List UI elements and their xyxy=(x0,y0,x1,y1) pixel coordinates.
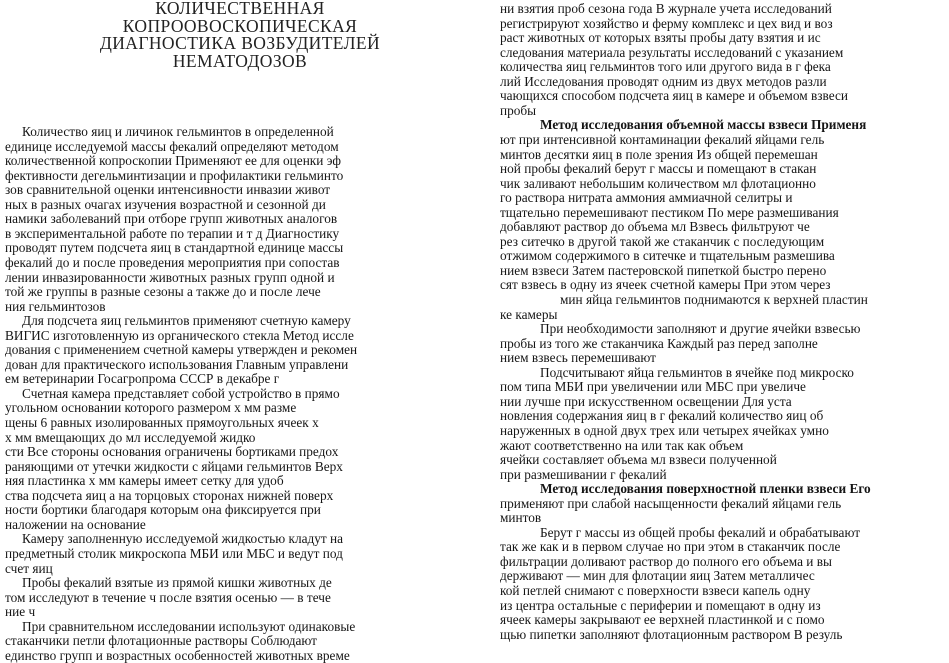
title-line: ДИАГНОСТИКА ВОЗБУДИТЕЛЕЙ xyxy=(99,33,381,53)
text-line: Метод исследования поверхностной пленки взвеси Его xyxy=(540,481,871,497)
text-line: том исследуют в течение ч после взятия осенью — в тече xyxy=(5,589,331,605)
text-line: в экспериментальной работе по терапии и т д Диагностику xyxy=(5,225,340,241)
text-line: стаканчики петли флотационные растворы Соблюдают xyxy=(5,633,317,649)
text-line: минтов десятки яиц в поле зрения Из общей перемешан xyxy=(500,146,818,162)
text-line: нием взвеси Затем пастеровской пипеткой быстро перено xyxy=(500,262,827,278)
text-line: ячейки составляет объема мл взвеси полученной xyxy=(500,452,777,468)
text-line: наложении на основание xyxy=(5,516,146,532)
text-line: щены 6 равных изолированных прямоугольных ячеек х xyxy=(5,415,319,430)
text-line: Метод исследования объемной массы взвеси Применя xyxy=(540,117,867,133)
text-line: ной пробы фекалий берут г массы и помещают в стакан xyxy=(500,161,817,177)
text-line: При необходимости заполняют и другие ячейки взвесью xyxy=(540,321,861,337)
text-line: ем ветеринарии Госагропрома СССР в декабре г xyxy=(5,371,280,387)
text-line: держивают — мин для флотации яиц Затем металличес xyxy=(500,568,815,584)
text-line: из центра остальные с периферии и помещают в одну из xyxy=(500,597,821,613)
text-line: лий Исследования проводят одним из двух методов разли xyxy=(500,73,827,89)
text-line: пробы из того же стаканчика Каждый раз перед заполне xyxy=(500,335,818,351)
text-line: фильтрации доливают раствор до полного его объема и вы xyxy=(500,553,832,569)
text-line: добавляют раствор до объема мл Взвесь фильтруют че xyxy=(500,219,810,235)
text-line: так же как и в первом случае но при этом в стаканчик после xyxy=(500,539,841,555)
text-line: лении инвазированности животных разных групп одной и xyxy=(5,269,335,285)
text-line: жают соответственно на или так как объем xyxy=(500,437,744,453)
text-line: го раствора нитрата аммония аммиачной селитры и xyxy=(500,190,793,206)
text-line: фективности дегельминтизации и профилактики гельминто xyxy=(5,167,344,183)
text-line: Счетная камера представляет собой устройство в прямо xyxy=(22,385,340,401)
text-line: кой петлей снимают с поверхности взвеси капель одну xyxy=(500,583,811,598)
text-line: х мм вмещающих до мл исследуемой жидко xyxy=(5,429,256,445)
title-line: КОЛИЧЕСТВЕННАЯ xyxy=(155,0,325,18)
text-line: сти Все стороны основания ограничены бортиками предох xyxy=(5,444,339,460)
title-line: НЕМАТОДОЗОВ xyxy=(172,50,308,71)
text-line: регистрируют хозяйство и ферму комплекс и цех вид и воз xyxy=(500,15,833,31)
text-line: щью пипетки заполняют флотационным раствором В резуль xyxy=(500,626,843,642)
text-line: ячеек камеры закрывают ее верхней пластинкой и с помо xyxy=(500,612,825,628)
text-line: ных в разных очагах изучения возрастной и сезонной ди xyxy=(5,196,326,212)
text-line: единице исследуемой массы фекалий определяют методом xyxy=(5,138,339,154)
text-line: при размешивании г фекалий xyxy=(500,466,667,482)
text-line: новления содержания яиц в г фекалий количество яиц об xyxy=(500,408,824,424)
text-line: При сравнительном исследовании используют одинаковые xyxy=(22,618,356,634)
text-line: ния гельминтозов xyxy=(5,298,106,314)
text-line: количества яиц гельминтов того или другого вида в г фека xyxy=(500,59,831,75)
text-line: ние ч xyxy=(5,604,36,620)
text-line: дован для практического использования Главным управлени xyxy=(5,356,349,372)
text-line: няя пластинка х мм камеры имеет сетку для удоб xyxy=(5,473,284,489)
text-line: счет яиц xyxy=(5,560,53,576)
text-line: пом типа МБИ при увеличении или МБС при увеличе xyxy=(500,379,806,395)
text-line: намики заболеваний при отборе групп животных аналогов xyxy=(5,211,338,227)
text-line: ности бортики благодаря которым она фиксируется при xyxy=(5,502,321,518)
text-line: ке камеры xyxy=(500,306,558,322)
text-line: угольном основании которого размером х мм разме xyxy=(5,400,297,416)
text-line: рез ситечко в другой такой же стаканчик с последующим xyxy=(500,233,825,249)
text-line: предметный столик микроскопа МБИ или МБС и ведут под xyxy=(5,545,343,561)
text-line: чающихся способом подсчета яиц в камере и объемом взвеси xyxy=(500,88,848,104)
text-line: ства подсчета яиц а на торцовых сторонах нижней поверх xyxy=(5,487,334,503)
text-line: дования с применением счетной камеры утвержден и рекомен xyxy=(5,342,358,358)
text-line: применяют при слабой насыщенности фекалий яйцами гель xyxy=(500,495,842,511)
text-line: нием взвесь перемешивают xyxy=(500,350,656,366)
text-line: отжимом содержимого в ситечке и тщательным размешива xyxy=(500,248,835,264)
text-line: Количество яиц и личинок гельминтов в определенной xyxy=(22,124,334,139)
text-line: количественной копроскопии Применяют ее для оценки эф xyxy=(5,153,341,169)
text-line: тщательно перемешивают пестиком По мере размешивания xyxy=(500,204,839,220)
text-line: той же группы в разные сезоны а также до и после лече xyxy=(5,284,321,300)
text-line: раняющими от утечки жидкости с яйцами гельминтов Верх xyxy=(5,458,343,474)
text-line: единство групп и возрастных особенностей животных време xyxy=(5,647,350,663)
text-line: пробы xyxy=(500,102,537,118)
text-line: ни взятия проб сезона года В журнале учета исследований xyxy=(500,1,832,16)
text-line: Для подсчета яиц гельминтов применяют счетную камеру xyxy=(22,313,351,329)
title-line: КОПРООВОСКОПИЧЕСКАЯ xyxy=(122,15,358,36)
text-line: нии лучше при искусственном освещении Для уста xyxy=(500,393,792,409)
text-line: мин яйца гельминтов поднимаются к верхней пластин xyxy=(560,292,868,307)
text-line: раст животных от которых взяты пробы дату взятия и ис xyxy=(500,30,821,46)
text-line: зов сравнительной оценки интенсивности инвазии живот xyxy=(5,182,331,198)
text-line: сят взвесь в одну из ячеек счетной камеры При этом через xyxy=(500,277,831,293)
text-line: Пробы фекалий взятые из прямой кишки животных де xyxy=(22,575,332,591)
text-line: наруженных в одной двух трех или четырех ячейках умно xyxy=(500,422,829,438)
text-line: ВИГИС изготовленную из органического стекла Метод иссле xyxy=(5,327,354,343)
text-line: минтов xyxy=(500,510,542,526)
page-title xyxy=(30,0,450,70)
text-line: фекалий до и после проведения мероприятия при сопостав xyxy=(5,254,340,270)
text-line: Берут г массы из общей пробы фекалий и обрабатывают xyxy=(540,524,861,540)
text-line: ют при интенсивной контаминации фекалий яйцами гель xyxy=(500,131,825,147)
text-line: чик заливают небольшим количеством мл флотационно xyxy=(500,175,816,191)
text-line: Подсчитывают яйца гельминтов в ячейке под микроско xyxy=(540,364,854,380)
text-line: Камеру заполненную исследуемой жидкостью кладут на xyxy=(22,531,344,547)
text-line: следования материала результаты исследований с указанием xyxy=(500,44,844,60)
text-line: проводят путем подсчета яиц в стандартной единице массы xyxy=(5,240,344,256)
